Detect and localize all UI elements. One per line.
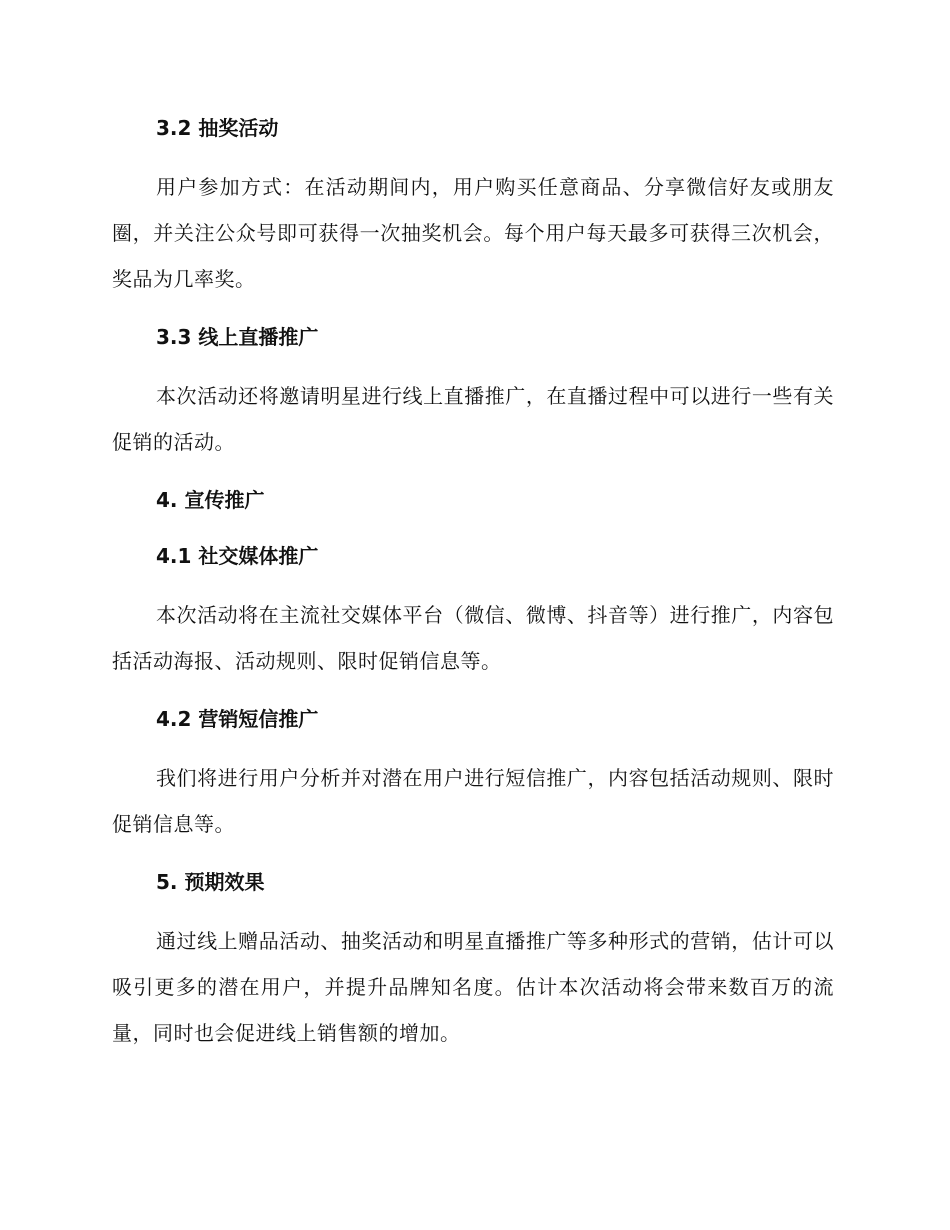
paragraph-social-media: 本次活动将在主流社交媒体平台（微信、微博、抖音等）进行推广，内容包括活动海报、活动规则、限时促销信息等。: [112, 603, 834, 673]
paragraph-live-stream: 本次活动还将邀请明星进行线上直播推广，在直播过程中可以进行一些有关促销的活动。: [112, 384, 834, 454]
paragraph-lottery-rules: 用户参加方式：在活动期间内，用户购买任意商品、分享微信好友或朋友圈，并关注公众号即可获得一次抽奖机会。每个用户每天最多可获得三次机会，奖品为几率奖。: [112, 175, 834, 291]
section-heading-4-1: 4.1 社交媒体推广: [156, 544, 319, 568]
section-heading-4-2: 4.2 营销短信推广: [156, 707, 319, 731]
section-heading-5: 5. 预期效果: [156, 870, 265, 894]
section-heading-4: 4. 宣传推广: [156, 488, 265, 512]
document-body: [112, 108, 834, 1071]
paragraph-sms-marketing: 我们将进行用户分析并对潜在用户进行短信推广，内容包括活动规则、限时促销信息等。: [112, 766, 834, 836]
section-heading-3-3: 3.3 线上直播推广: [156, 325, 319, 349]
paragraph-expected-results: 通过线上赠品活动、抽奖活动和明星直播推广等多种形式的营销，估计可以吸引更多的潜在用户，并提升品牌知名度。估计本次活动将会带来数百万的流量，同时也会促进线上销售额的增加。: [112, 929, 834, 1045]
section-heading-3-2: 3.2 抽奖活动: [156, 116, 279, 140]
